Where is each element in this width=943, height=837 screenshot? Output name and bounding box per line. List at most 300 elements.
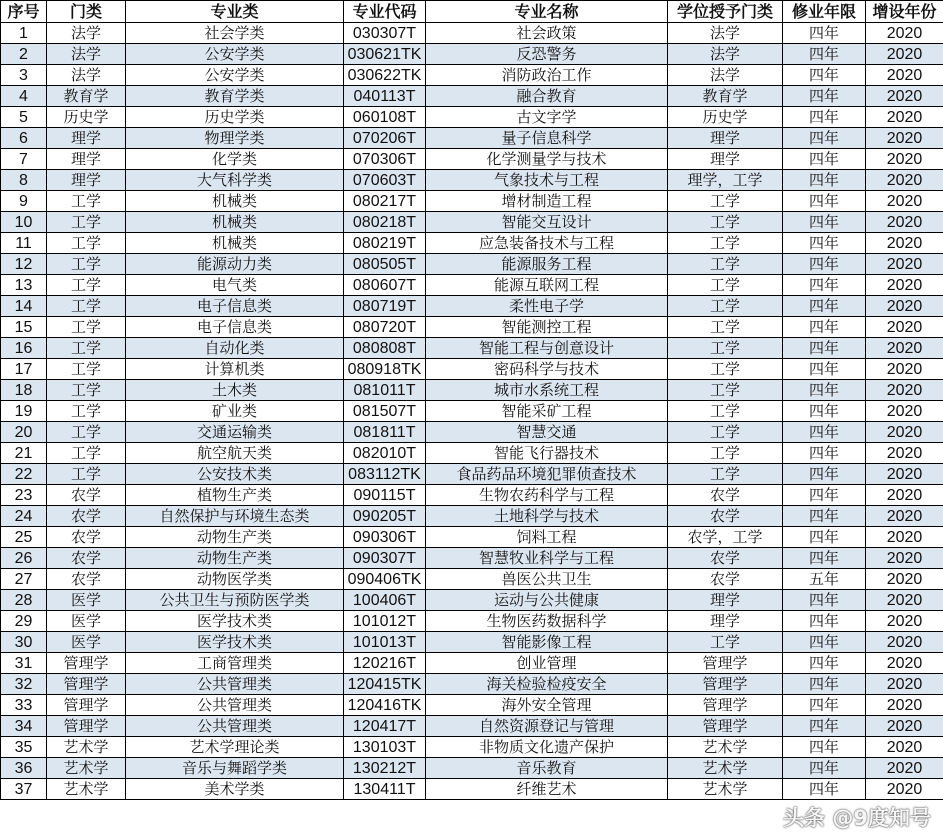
cell-major-name: 生物农药科学与工程 [426, 485, 668, 506]
cell-category: 农学 [47, 506, 126, 527]
table-row [1, 401, 943, 422]
cell-subject-class: 电子信息类 [126, 296, 344, 317]
cell-index: 5 [1, 107, 47, 128]
cell-major-name: 音乐教育 [426, 758, 668, 779]
cell-index: 30 [1, 632, 47, 653]
cell-degree-category: 工学 [668, 338, 783, 359]
table-row [1, 317, 943, 338]
header-duration: 修业年限 [783, 1, 866, 23]
cell-major-name: 自然资源登记与管理 [426, 716, 668, 737]
cell-major-name: 智能飞行器技术 [426, 443, 668, 464]
cell-major-name: 纤维艺术 [426, 779, 668, 800]
cell-degree-category: 工学 [668, 359, 783, 380]
cell-subject-class: 电气类 [126, 275, 344, 296]
table-row [1, 695, 943, 716]
cell-major-name: 古文字学 [426, 107, 668, 128]
cell-duration: 四年 [783, 65, 866, 86]
cell-degree-category: 工学 [668, 191, 783, 212]
cell-duration: 四年 [783, 275, 866, 296]
cell-index: 8 [1, 170, 47, 191]
cell-category: 管理学 [47, 653, 126, 674]
cell-index: 18 [1, 380, 47, 401]
cell-major-code: 090306T [344, 527, 426, 548]
cell-year-added: 2020 [866, 191, 943, 212]
cell-major-code: 083112TK [344, 464, 426, 485]
cell-index: 19 [1, 401, 47, 422]
cell-duration: 四年 [783, 611, 866, 632]
cell-index: 23 [1, 485, 47, 506]
cell-index: 14 [1, 296, 47, 317]
cell-index: 37 [1, 779, 47, 800]
cell-year-added: 2020 [866, 590, 943, 611]
cell-year-added: 2020 [866, 128, 943, 149]
cell-category: 艺术学 [47, 737, 126, 758]
table-row [1, 23, 943, 44]
cell-duration: 四年 [783, 695, 866, 716]
cell-duration: 四年 [783, 485, 866, 506]
header-degree-category: 学位授予门类 [668, 1, 783, 23]
cell-degree-category: 理学 [668, 128, 783, 149]
cell-degree-category: 理学，工学 [668, 170, 783, 191]
cell-index: 28 [1, 590, 47, 611]
table-row [1, 128, 943, 149]
cell-degree-category: 艺术学 [668, 737, 783, 758]
table-row [1, 275, 943, 296]
table-row [1, 779, 943, 800]
cell-degree-category: 艺术学 [668, 779, 783, 800]
cell-degree-category: 教育学 [668, 86, 783, 107]
cell-index: 20 [1, 422, 47, 443]
table-row [1, 107, 943, 128]
cell-category: 理学 [47, 128, 126, 149]
watermark: 头条 @9度知号 [783, 806, 931, 830]
cell-major-code: 080218T [344, 212, 426, 233]
cell-major-code: 081811T [344, 422, 426, 443]
cell-major-code: 040113T [344, 86, 426, 107]
cell-year-added: 2020 [866, 695, 943, 716]
cell-category: 工学 [47, 380, 126, 401]
cell-category: 工学 [47, 191, 126, 212]
cell-year-added: 2020 [866, 65, 943, 86]
cell-year-added: 2020 [866, 86, 943, 107]
cell-index: 21 [1, 443, 47, 464]
cell-major-name: 生物医药数据科学 [426, 611, 668, 632]
cell-major-name: 智能交互设计 [426, 212, 668, 233]
cell-duration: 四年 [783, 170, 866, 191]
cell-major-name: 应急装备技术与工程 [426, 233, 668, 254]
cell-year-added: 2020 [866, 338, 943, 359]
cell-duration: 四年 [783, 317, 866, 338]
table-row [1, 485, 943, 506]
cell-subject-class: 能源动力类 [126, 254, 344, 275]
cell-duration: 四年 [783, 674, 866, 695]
cell-degree-category: 农学 [668, 548, 783, 569]
cell-subject-class: 植物生产类 [126, 485, 344, 506]
cell-year-added: 2020 [866, 674, 943, 695]
cell-index: 4 [1, 86, 47, 107]
cell-degree-category: 工学 [668, 296, 783, 317]
cell-category: 工学 [47, 296, 126, 317]
cell-year-added: 2020 [866, 464, 943, 485]
cell-category: 农学 [47, 548, 126, 569]
table-row [1, 44, 943, 65]
cell-degree-category: 管理学 [668, 674, 783, 695]
cell-degree-category: 农学，工学 [668, 527, 783, 548]
cell-major-name: 反恐警务 [426, 44, 668, 65]
cell-major-code: 101013T [344, 632, 426, 653]
table-row [1, 296, 943, 317]
cell-year-added: 2020 [866, 716, 943, 737]
cell-subject-class: 公安技术类 [126, 464, 344, 485]
cell-degree-category: 农学 [668, 569, 783, 590]
cell-index: 32 [1, 674, 47, 695]
cell-major-code: 080720T [344, 317, 426, 338]
cell-major-name: 食品药品环境犯罪侦查技术 [426, 464, 668, 485]
cell-index: 13 [1, 275, 47, 296]
cell-category: 工学 [47, 359, 126, 380]
cell-subject-class: 历史学类 [126, 107, 344, 128]
cell-year-added: 2020 [866, 527, 943, 548]
cell-duration: 四年 [783, 779, 866, 800]
cell-year-added: 2020 [866, 359, 943, 380]
cell-major-code: 080808T [344, 338, 426, 359]
table-row [1, 506, 943, 527]
table-row [1, 737, 943, 758]
cell-index: 11 [1, 233, 47, 254]
cell-duration: 四年 [783, 737, 866, 758]
table-row [1, 191, 943, 212]
table-row [1, 254, 943, 275]
cell-duration: 四年 [783, 401, 866, 422]
cell-category: 工学 [47, 212, 126, 233]
cell-year-added: 2020 [866, 443, 943, 464]
cell-category: 法学 [47, 23, 126, 44]
cell-duration: 四年 [783, 233, 866, 254]
cell-index: 34 [1, 716, 47, 737]
cell-category: 工学 [47, 338, 126, 359]
cell-major-name: 智慧牧业科学与工程 [426, 548, 668, 569]
cell-duration: 四年 [783, 548, 866, 569]
cell-duration: 四年 [783, 422, 866, 443]
cell-category: 医学 [47, 632, 126, 653]
cell-major-name: 智能工程与创意设计 [426, 338, 668, 359]
cell-index: 27 [1, 569, 47, 590]
cell-major-name: 消防政治工作 [426, 65, 668, 86]
cell-major-code: 130411T [344, 779, 426, 800]
cell-major-name: 智能测控工程 [426, 317, 668, 338]
cell-major-name: 智能采矿工程 [426, 401, 668, 422]
cell-category: 工学 [47, 254, 126, 275]
cell-index: 33 [1, 695, 47, 716]
table-row [1, 653, 943, 674]
cell-major-name: 运动与公共健康 [426, 590, 668, 611]
cell-major-code: 130212T [344, 758, 426, 779]
cell-index: 15 [1, 317, 47, 338]
cell-degree-category: 理学 [668, 149, 783, 170]
cell-major-code: 090406TK [344, 569, 426, 590]
cell-category: 法学 [47, 44, 126, 65]
cell-major-code: 090115T [344, 485, 426, 506]
cell-subject-class: 教育学类 [126, 86, 344, 107]
table-row [1, 569, 943, 590]
cell-duration: 四年 [783, 191, 866, 212]
cell-duration: 四年 [783, 212, 866, 233]
cell-degree-category: 工学 [668, 464, 783, 485]
cell-year-added: 2020 [866, 254, 943, 275]
cell-degree-category: 理学 [668, 611, 783, 632]
table-row [1, 149, 943, 170]
cell-category: 工学 [47, 233, 126, 254]
table-row [1, 170, 943, 191]
cell-duration: 四年 [783, 443, 866, 464]
cell-year-added: 2020 [866, 170, 943, 191]
cell-subject-class: 自动化类 [126, 338, 344, 359]
cell-major-name: 能源互联网工程 [426, 275, 668, 296]
cell-subject-class: 自然保护与环境生态类 [126, 506, 344, 527]
cell-subject-class: 物理学类 [126, 128, 344, 149]
header-subject-class: 专业类 [126, 1, 344, 23]
cell-major-name: 气象技术与工程 [426, 170, 668, 191]
cell-subject-class: 公安学类 [126, 65, 344, 86]
cell-category: 法学 [47, 65, 126, 86]
cell-duration: 四年 [783, 527, 866, 548]
cell-duration: 四年 [783, 716, 866, 737]
cell-category: 管理学 [47, 674, 126, 695]
cell-degree-category: 法学 [668, 44, 783, 65]
cell-major-code: 060108T [344, 107, 426, 128]
cell-year-added: 2020 [866, 107, 943, 128]
cell-category: 农学 [47, 569, 126, 590]
cell-subject-class: 社会学类 [126, 23, 344, 44]
cell-duration: 四年 [783, 23, 866, 44]
cell-major-name: 海外安全管理 [426, 695, 668, 716]
cell-major-name: 兽医公共卫生 [426, 569, 668, 590]
cell-year-added: 2020 [866, 233, 943, 254]
cell-category: 理学 [47, 170, 126, 191]
cell-index: 16 [1, 338, 47, 359]
cell-category: 工学 [47, 317, 126, 338]
cell-major-code: 080719T [344, 296, 426, 317]
cell-major-code: 120416TK [344, 695, 426, 716]
cell-year-added: 2020 [866, 485, 943, 506]
cell-index: 12 [1, 254, 47, 275]
cell-major-code: 120415TK [344, 674, 426, 695]
cell-degree-category: 管理学 [668, 695, 783, 716]
cell-degree-category: 管理学 [668, 716, 783, 737]
table-row [1, 86, 943, 107]
cell-major-code: 082010T [344, 443, 426, 464]
cell-category: 理学 [47, 149, 126, 170]
cell-year-added: 2020 [866, 317, 943, 338]
cell-index: 2 [1, 44, 47, 65]
cell-category: 工学 [47, 401, 126, 422]
cell-subject-class: 机械类 [126, 212, 344, 233]
cell-degree-category: 法学 [668, 23, 783, 44]
cell-major-code: 080505T [344, 254, 426, 275]
table-row [1, 632, 943, 653]
cell-year-added: 2020 [866, 737, 943, 758]
cell-major-name: 量子信息科学 [426, 128, 668, 149]
cell-category: 工学 [47, 464, 126, 485]
cell-index: 1 [1, 23, 47, 44]
cell-degree-category: 工学 [668, 275, 783, 296]
cell-category: 管理学 [47, 716, 126, 737]
table-row [1, 359, 943, 380]
cell-major-code: 080918TK [344, 359, 426, 380]
table-row [1, 590, 943, 611]
cell-year-added: 2020 [866, 23, 943, 44]
cell-major-code: 081011T [344, 380, 426, 401]
cell-subject-class: 公共管理类 [126, 674, 344, 695]
cell-subject-class: 动物生产类 [126, 548, 344, 569]
cell-major-code: 120417T [344, 716, 426, 737]
cell-degree-category: 工学 [668, 443, 783, 464]
cell-degree-category: 理学 [668, 590, 783, 611]
cell-subject-class: 机械类 [126, 233, 344, 254]
cell-subject-class: 医学技术类 [126, 632, 344, 653]
cell-duration: 四年 [783, 44, 866, 65]
cell-duration: 五年 [783, 569, 866, 590]
cell-major-name: 智慧交通 [426, 422, 668, 443]
cell-year-added: 2020 [866, 422, 943, 443]
cell-major-name: 密码科学与技术 [426, 359, 668, 380]
cell-major-code: 070206T [344, 128, 426, 149]
cell-subject-class: 电子信息类 [126, 317, 344, 338]
table-row [1, 212, 943, 233]
cell-major-code: 100406T [344, 590, 426, 611]
table-row [1, 464, 943, 485]
cell-duration: 四年 [783, 506, 866, 527]
cell-year-added: 2020 [866, 149, 943, 170]
cell-subject-class: 艺术学理论类 [126, 737, 344, 758]
cell-major-code: 070603T [344, 170, 426, 191]
cell-year-added: 2020 [866, 779, 943, 800]
cell-subject-class: 公安学类 [126, 44, 344, 65]
cell-index: 9 [1, 191, 47, 212]
cell-category: 艺术学 [47, 779, 126, 800]
cell-major-name: 创业管理 [426, 653, 668, 674]
header-major-code: 专业代码 [344, 1, 426, 23]
cell-degree-category: 工学 [668, 422, 783, 443]
cell-major-name: 柔性电子学 [426, 296, 668, 317]
cell-degree-category: 农学 [668, 506, 783, 527]
table-row [1, 65, 943, 86]
cell-category: 农学 [47, 527, 126, 548]
cell-major-name: 非物质文化遗产保护 [426, 737, 668, 758]
cell-degree-category: 工学 [668, 632, 783, 653]
cell-degree-category: 法学 [668, 65, 783, 86]
cell-degree-category: 历史学 [668, 107, 783, 128]
table-row [1, 338, 943, 359]
cell-category: 工学 [47, 422, 126, 443]
cell-degree-category: 艺术学 [668, 758, 783, 779]
cell-index: 24 [1, 506, 47, 527]
cell-subject-class: 航空航天类 [126, 443, 344, 464]
cell-major-code: 080607T [344, 275, 426, 296]
cell-category: 工学 [47, 443, 126, 464]
cell-duration: 四年 [783, 107, 866, 128]
cell-degree-category: 工学 [668, 233, 783, 254]
cell-degree-category: 农学 [668, 485, 783, 506]
cell-subject-class: 医学技术类 [126, 611, 344, 632]
cell-duration: 四年 [783, 758, 866, 779]
table-row [1, 422, 943, 443]
cell-year-added: 2020 [866, 653, 943, 674]
cell-degree-category: 工学 [668, 254, 783, 275]
cell-major-code: 101012T [344, 611, 426, 632]
table-row [1, 527, 943, 548]
cell-major-name: 融合教育 [426, 86, 668, 107]
cell-subject-class: 机械类 [126, 191, 344, 212]
cell-index: 6 [1, 128, 47, 149]
cell-duration: 四年 [783, 653, 866, 674]
cell-index: 29 [1, 611, 47, 632]
cell-index: 7 [1, 149, 47, 170]
cell-major-name: 海关检验检疫安全 [426, 674, 668, 695]
cell-category: 管理学 [47, 695, 126, 716]
cell-degree-category: 工学 [668, 317, 783, 338]
cell-major-code: 130103T [344, 737, 426, 758]
cell-subject-class: 工商管理类 [126, 653, 344, 674]
cell-duration: 四年 [783, 590, 866, 611]
table-row [1, 674, 943, 695]
cell-index: 3 [1, 65, 47, 86]
table-row [1, 548, 943, 569]
table-row [1, 380, 943, 401]
cell-major-code: 081507T [344, 401, 426, 422]
cell-category: 工学 [47, 275, 126, 296]
cell-category: 艺术学 [47, 758, 126, 779]
cell-index: 35 [1, 737, 47, 758]
cell-category: 医学 [47, 611, 126, 632]
cell-year-added: 2020 [866, 401, 943, 422]
cell-index: 26 [1, 548, 47, 569]
cell-duration: 四年 [783, 86, 866, 107]
cell-major-name: 社会政策 [426, 23, 668, 44]
cell-duration: 四年 [783, 380, 866, 401]
cell-major-name: 能源服务工程 [426, 254, 668, 275]
table-row [1, 611, 943, 632]
cell-index: 31 [1, 653, 47, 674]
cell-subject-class: 计算机类 [126, 359, 344, 380]
cell-subject-class: 土木类 [126, 380, 344, 401]
cell-duration: 四年 [783, 338, 866, 359]
cell-duration: 四年 [783, 254, 866, 275]
cell-degree-category: 工学 [668, 380, 783, 401]
cell-year-added: 2020 [866, 569, 943, 590]
table-row [1, 758, 943, 779]
cell-subject-class: 化学类 [126, 149, 344, 170]
cell-major-code: 030621TK [344, 44, 426, 65]
cell-major-code: 070306T [344, 149, 426, 170]
cell-subject-class: 交通运输类 [126, 422, 344, 443]
cell-index: 36 [1, 758, 47, 779]
cell-subject-class: 矿业类 [126, 401, 344, 422]
cell-subject-class: 公共管理类 [126, 695, 344, 716]
header-row [1, 1, 943, 23]
cell-major-code: 080217T [344, 191, 426, 212]
cell-subject-class: 动物医学类 [126, 569, 344, 590]
cell-major-name: 增材制造工程 [426, 191, 668, 212]
cell-year-added: 2020 [866, 611, 943, 632]
cell-duration: 四年 [783, 296, 866, 317]
cell-index: 22 [1, 464, 47, 485]
cell-subject-class: 音乐与舞蹈学类 [126, 758, 344, 779]
cell-year-added: 2020 [866, 44, 943, 65]
cell-major-code: 090205T [344, 506, 426, 527]
cell-major-code: 030622TK [344, 65, 426, 86]
table-row [1, 443, 943, 464]
